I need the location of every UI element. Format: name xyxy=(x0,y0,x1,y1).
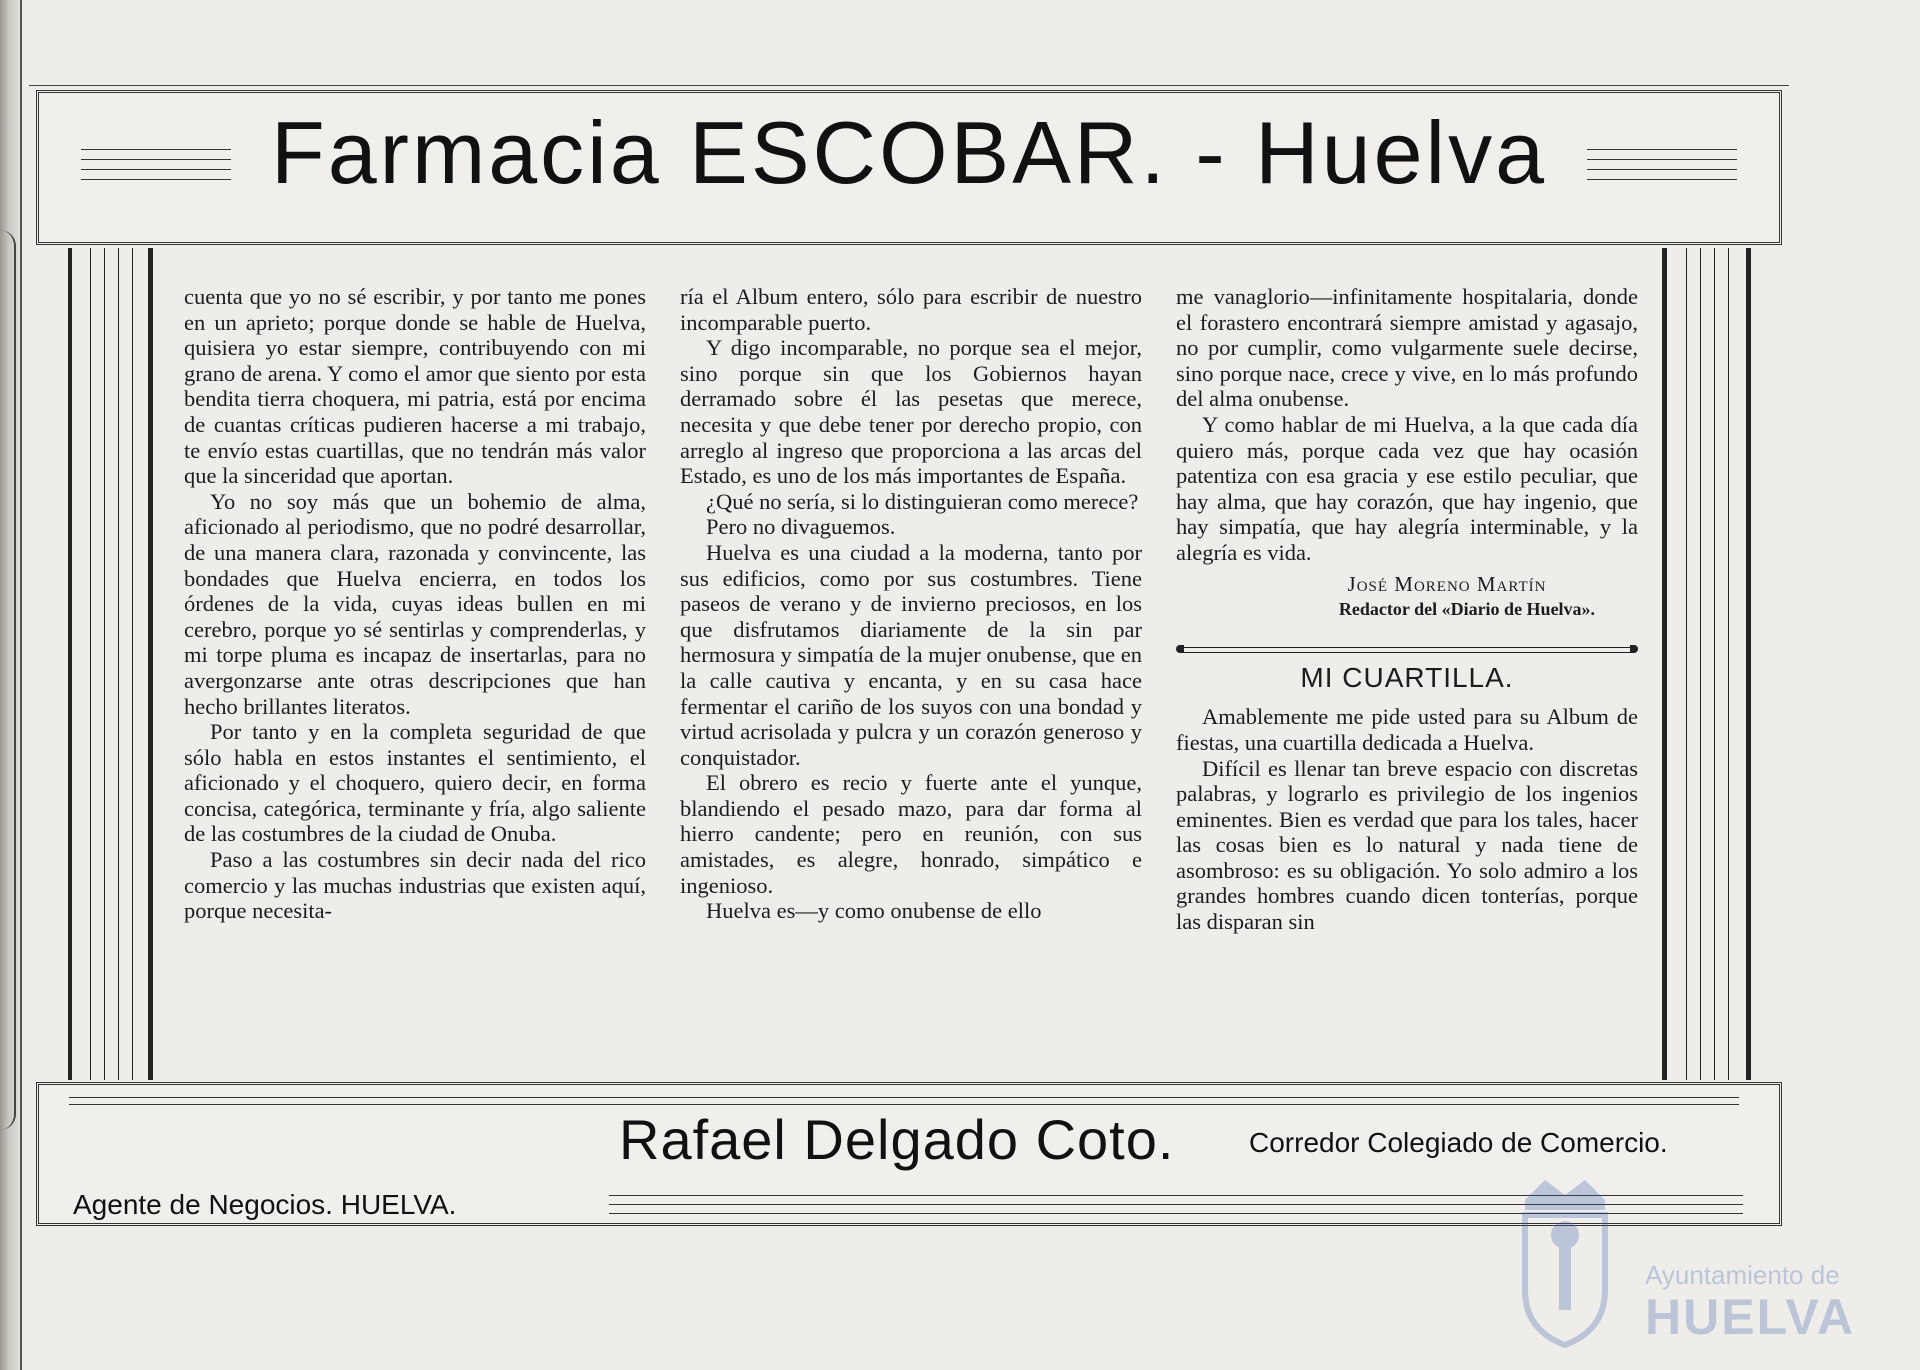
paragraph: cuenta que yo no sé escribir, y por tanto me pones en un aprieto; porque donde se hable de Huelva, quisiera yo estar siempre, contribuyendo con mi grano de arena. Y como el amor que siento por esta bendita tierra choquera, mi patria, está por encima de cuantas críticas pudieren hacerse a mi trabajo, te envío estas cuartillas, que no tendrán más valor que la sinceridad que aportan. xyxy=(184,284,646,489)
advertiser-agent: Agente de Negocios. HUELVA. xyxy=(73,1189,457,1220)
paragraph: Y como hablar de mi Huelva, a la que cada día quiero más, porque cada vez que hay ocasión patentiza con esa gracia y ese estilo peculiar, que hay alma, que hay corazón, que hay ingenio, que hay simpatía, que hay alegría interminable, y la alegría es vida. xyxy=(1176,411,1638,565)
paragraph: Por tanto y en la completa seguridad de que sólo habla en estos instantes el sentimiento, el aficionado y el choquero, quiero decir, en forma concisa, categórica, terminante y fría, algo saliente de las costumbres de la ciudad de Onuba. xyxy=(184,719,646,847)
author-signature: José Moreno Martín xyxy=(1347,571,1547,596)
paragraph: Y digo incomparable, no porque sea el mejor, sino porque sin que los Gobiernos hayan derramado sobre él las pesetas que merece, necesita y que debe tener por derecho propio, con arreglo al ingreso que proporciona a las arcas del Estado, es uno de los más importantes de España. xyxy=(680,335,1142,489)
paragraph: Huelva es una ciudad a la moderna, tanto por sus edificios, como por sus costumbres. Tiene paseos de verano y de invierno preciosos, en los que disfrutamos diariamente de la sin par hermosura y simpatía de la mujer onubense, que en la calle cautiva y encanta, y en su casa hace fermentar el cariño de los suyos con una bondad y virtud acrisolada y pulcra y un corazón generoso y conquistador. xyxy=(680,539,1142,770)
paragraph: Paso a las costumbres sin decir nada del rico comercio y las muchas industrias que existen aquí, porque necesita- xyxy=(184,847,646,924)
paragraph: El obrero es recio y fuerte ante el yunque, blandiendo el pesado mazo, para dar forma al hierro candente; pero en reunión, con sus amistades, es alegre, honrado, simpático e ingenioso. xyxy=(680,770,1142,898)
header-banner xyxy=(36,90,1782,245)
paragraph: Yo no soy más que un bohemio de alma, aficionado al periodismo, que no podré desarrollar, de una manera clara, razonada y convincente, las bondades que Huelva encierra, en todos los órdenes de la vida, cuyas ideas bullen en mi cerebro, porque yo sé sentirlas y comprenderlas, y mi torpe pluma es incapaz de insertarlas, para no avergonzarse ante otras descripciones que han hecho brillantes literatos. xyxy=(184,488,646,719)
paragraph: Difícil es llenar tan breve espacio con discretas palabras, y lograrlo es privilegio de los ingenios eminentes. Bien es verdad que para los tales, hacer las cosas bien es lo natural y nada tiene de asombroso: es su obligación. Yo solo admiro a los grandes hombres cuando dicen tonterías, porque las disparan sin xyxy=(1176,755,1638,935)
header-title: Farmacia ESCOBAR. - Huelva xyxy=(270,103,1548,202)
paragraph: ría el Album entero, sólo para escribir de nuestro incomparable puerto. xyxy=(680,284,1142,335)
watermark xyxy=(1505,1170,1905,1350)
section-title: MI CUARTILLA. xyxy=(1300,661,1514,693)
watermark-line2: HUELVA xyxy=(1645,1289,1856,1345)
paragraph: me vanaglorio—infinitamente hospitalaria, donde el forastero encontrará siempre amistad y agasajo, no por cumplir, como vulgarmente suele decirse, sino porque nace, crece y vive, en lo más profundo del alma onubense. xyxy=(1176,284,1638,412)
advertiser-role: Corredor Colegiado de Comercio. xyxy=(1249,1127,1668,1158)
article-column-2 xyxy=(680,284,1142,924)
article-column-3 xyxy=(1176,284,1638,935)
paragraph: ¿Qué no sería, si lo distinguieran como merece? xyxy=(706,488,1139,514)
advertiser-name: Rafael Delgado Coto. xyxy=(619,1108,1175,1171)
header-ornament-right xyxy=(1587,149,1737,189)
watermark-line1: Ayuntamiento de xyxy=(1645,1260,1840,1290)
paragraph: Pero no divaguemos. xyxy=(706,514,896,540)
coat-of-arms-icon xyxy=(1505,1170,1625,1350)
right-pillar xyxy=(1662,248,1758,1080)
page-curl xyxy=(0,230,16,1130)
article-column-1 xyxy=(184,284,646,924)
author-role: Redactor del «Diario de Huelva». xyxy=(1338,599,1596,620)
left-pillar xyxy=(68,248,158,1080)
section-divider xyxy=(1176,645,1638,655)
paragraph: Huelva es—y como onubense de ello xyxy=(706,898,1042,924)
paragraph: Amablemente me pide usted para su Album de fiestas, una cuartilla dedicada a Huelva. xyxy=(1176,704,1638,755)
